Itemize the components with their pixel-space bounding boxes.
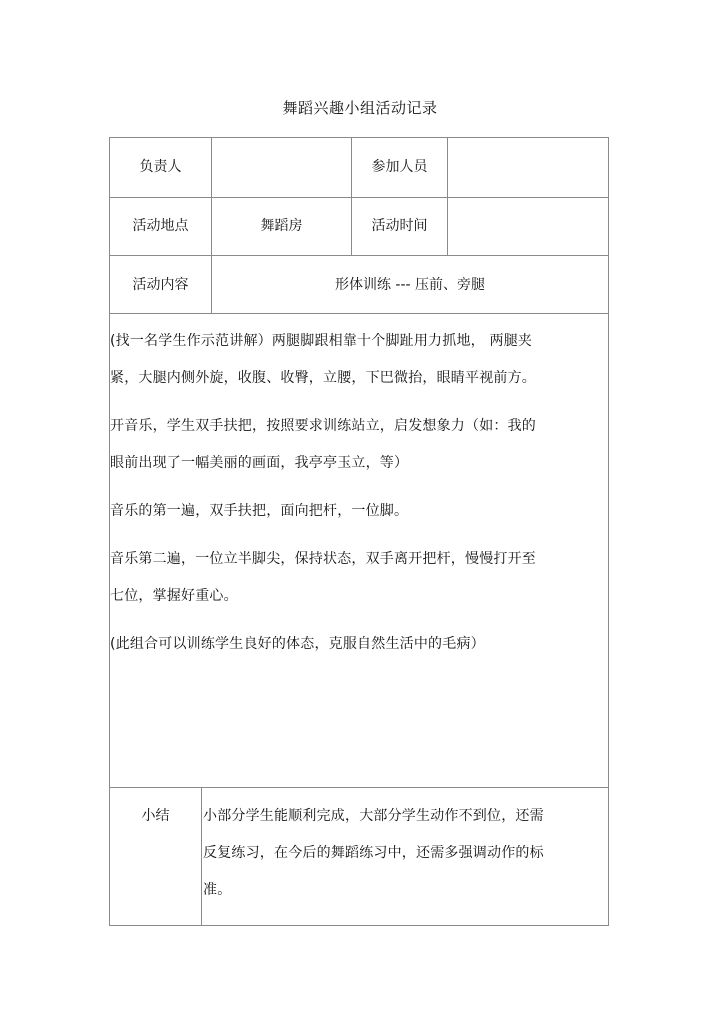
- summary-line: 准。: [203, 882, 232, 898]
- content-line: 紧，大腿内侧外旋，收腹、收臀，立腰，下巴微抬，眼睛平视前方。: [110, 370, 536, 386]
- table-row-divider: [109, 255, 609, 256]
- table-border-right: [608, 137, 609, 926]
- summary-line: 反复练习，在今后的舞蹈练习中，还需多强调动作的标: [203, 845, 544, 861]
- location-value: 舞蹈房: [260, 218, 303, 234]
- content-line: 开音乐，学生双手扶把，按照要求训练站立，启发想象力（如：我的: [110, 418, 536, 434]
- table-border-bottom: [109, 925, 609, 926]
- content-line: 七位，掌握好重心。: [110, 588, 238, 604]
- content-line: 音乐第二遍，一位立半脚尖，保持状态，双手离开把杆，慢慢打开至: [110, 551, 536, 567]
- summary-line: 小部分学生能顺利完成，大部分学生动作不到位，还需: [203, 808, 544, 824]
- table-border-top: [109, 137, 609, 138]
- location-label: 活动地点: [132, 218, 189, 234]
- table-row-divider: [109, 787, 609, 788]
- responsible-label: 负责人: [139, 159, 182, 175]
- content-line: (此组合可以训练学生良好的体态，克服自然生活中的毛病）: [110, 636, 485, 652]
- table-row-divider: [109, 313, 609, 314]
- content-value: 形体训练 --- 压前、旁腿: [334, 277, 486, 293]
- content-label: 活动内容: [132, 277, 189, 293]
- participants-label: 参加人员: [371, 159, 428, 175]
- time-label: 活动时间: [371, 218, 428, 234]
- content-line: 眼前出现了一幅美丽的画面，我亭亭玉立，等）: [110, 455, 409, 471]
- table-col-divider: [351, 137, 352, 256]
- table-row-divider: [109, 197, 609, 198]
- table-col-divider: [447, 137, 448, 256]
- document-title: 舞蹈兴趣小组活动记录: [282, 99, 438, 117]
- content-line: (找一名学生作示范讲解）两腿脚跟相靠十个脚趾用力抓地， 两腿夹: [110, 333, 533, 349]
- summary-label: 小结: [141, 808, 170, 824]
- table-col-divider: [201, 787, 202, 926]
- content-line: 音乐的第一遍，双手扶把，面向把杆，一位脚。: [110, 503, 409, 519]
